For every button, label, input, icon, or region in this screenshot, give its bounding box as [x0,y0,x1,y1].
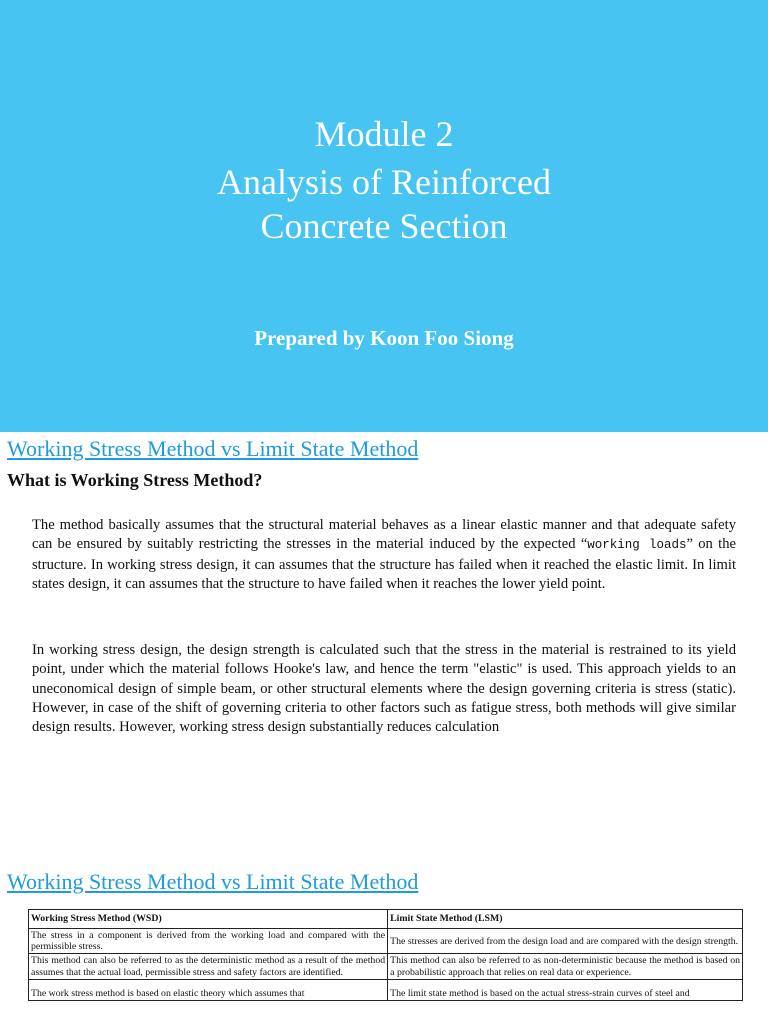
paragraph-2: In working stress design, the design strength is calculated such that the stress in the material is restrained to its yield point, under which the material follows Hooke's law, and hence the term "elastic" is used. This approach yields to an uneconomical design of simple beam, or other structural elements where the design governing criteria is stress (static). However, in case of the shift of governing criteria to other factors such as fatigue stress, both methods will give similar design results. However, working stress design substantially reduces calculation [32,642,736,736]
table-cell: The stress in a component is derived from the working load and compared with the permissible stress. [29,929,388,954]
comparison-table [28,909,743,1001]
paragraph-1-code: working loads [587,538,687,553]
table-header-wsd: Working Stress Method (WSD) [29,910,388,929]
cover-banner [0,0,768,432]
table-cell: This method can also be referred to as the deterministic method as a result of the method assumes that the actual load, permissible stress and safety factors are identified. [29,954,388,979]
section-2-heading-link[interactable]: Working Stress Method vs Limit State Method [7,869,419,894]
cover-title-line-1: Module 2 [314,114,454,154]
paragraph-1-text-a: The method basically assumes that the structural material behaves as a linear elastic manner and that adequate safety can be ensured by suitably restricting the stresses in the material induced by the expected “ [32,517,736,553]
table-row [29,979,743,1000]
table-cell: The limit state method is based on the actual stress-strain curves of steel and [388,979,743,1000]
cover-title-line-2: Analysis of Reinforced [217,162,551,202]
table-cell: This method can also be referred to as non-deterministic because the method is based on a probabilistic approach that relies on real data or experience. [388,954,743,979]
table-header-row [29,910,743,929]
cover-author: Prepared by Koon Foo Siong [254,326,514,350]
table-header-lsm: Limit State Method (LSM) [388,910,743,929]
section-1-subheading: What is Working Stress Method? [7,470,263,490]
paragraph-1 [32,516,736,594]
table-cell: The work stress method is based on elastic theory which assumes that [29,979,388,1000]
table-cell: The stresses are derived from the design load and are compared with the design strength. [388,929,743,954]
section-1-heading-link[interactable]: Working Stress Method vs Limit State Method [7,436,419,461]
table-row [29,954,743,979]
paragraph-1-text-b: ” on the structure. In working stress design, it can assumes that the structure has failed when it reached the elastic limit. In limit states design, it can assumes that the structure to have failed when it reaches the lower yield point. [32,536,736,592]
table-row [29,929,743,954]
cover-title-line-3: Concrete Section [260,206,508,246]
